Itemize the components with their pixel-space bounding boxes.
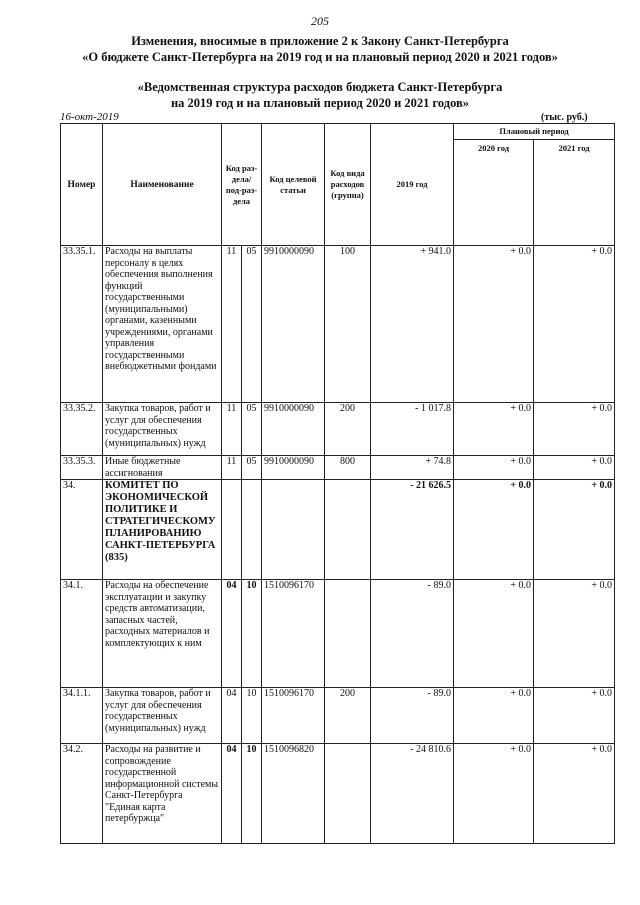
- row-subsection: 10: [242, 688, 262, 744]
- row-amount-2020: + 0.0: [454, 580, 534, 688]
- document-title: [0, 33, 640, 65]
- title-line-2: «О бюджете Санкт-Петербурга на 2019 год и на плановый период 2020 и 2021 годов»: [82, 50, 558, 64]
- row-name: Расходы на обеспечение эксплуатации и закупку средств автоматизации, запасных частей, расходных материалов и комплектующих к ним: [103, 580, 222, 688]
- row-subsection: 05: [242, 456, 262, 480]
- row-amount-2021: + 0.0: [534, 688, 615, 744]
- row-amount-2020: + 0.0: [454, 480, 534, 580]
- units-label: (тыс. руб.): [541, 112, 588, 123]
- row-name: Иные бюджетные ассигнования: [103, 456, 222, 480]
- row-amount-2019: - 24 810.6: [371, 744, 454, 844]
- header-2021: 2021 год: [534, 140, 615, 246]
- row-expense-group: 200: [325, 688, 371, 744]
- header-number: Номер: [61, 124, 103, 246]
- row-amount-2019: - 1 017.8: [371, 403, 454, 456]
- table-row: [61, 456, 615, 480]
- row-section: 04: [222, 580, 242, 688]
- row-name: Расходы на развитие и сопровождение государственной информационной системы Санкт-Петербурга "Единая карта петербуржца": [103, 744, 222, 844]
- table-row: [61, 580, 615, 688]
- row-expense-group: [325, 480, 371, 580]
- row-expense-group: 100: [325, 246, 371, 403]
- row-target-code: 1510096170: [262, 580, 325, 688]
- title-line-1: Изменения, вносимые в приложение 2 к Закону Санкт-Петербурга: [131, 34, 509, 48]
- row-section: [222, 480, 242, 580]
- row-subsection: 05: [242, 246, 262, 403]
- row-amount-2021: + 0.0: [534, 744, 615, 844]
- row-expense-group: 800: [325, 456, 371, 480]
- document-date: 16-окт-2019: [60, 111, 119, 123]
- row-amount-2020: + 0.0: [454, 688, 534, 744]
- row-number: 34.1.1.: [61, 688, 103, 744]
- row-target-code: 9910000090: [262, 246, 325, 403]
- row-amount-2021: + 0.0: [534, 246, 615, 403]
- table-row: [61, 480, 615, 580]
- row-amount-2019: - 89.0: [371, 688, 454, 744]
- row-target-code: [262, 480, 325, 580]
- header-2020: 2020 год: [454, 140, 534, 246]
- subtitle-line-2: на 2019 год и на плановый период 2020 и 2021 годов»: [170, 96, 470, 110]
- row-amount-2019: - 89.0: [371, 580, 454, 688]
- row-amount-2019: + 74.8: [371, 456, 454, 480]
- row-amount-2019: - 21 626.5: [371, 480, 454, 580]
- row-section: 11: [222, 456, 242, 480]
- table-row: [61, 403, 615, 456]
- row-section: 11: [222, 403, 242, 456]
- header-2019: 2019 год: [371, 124, 454, 246]
- row-amount-2020: + 0.0: [454, 403, 534, 456]
- row-target-code: 1510096170: [262, 688, 325, 744]
- row-expense-group: [325, 744, 371, 844]
- subtitle-line-1: «Ведомственная структура расходов бюджета Санкт-Петербурга: [137, 80, 503, 94]
- page-number: 205: [311, 14, 329, 28]
- table-row: [61, 744, 615, 844]
- row-amount-2021: + 0.0: [534, 403, 615, 456]
- row-target-code: 9910000090: [262, 456, 325, 480]
- row-name: Расходы на выплаты персоналу в целях обеспечения выполнения функций государственными (муниципальными) органами, казенными учреждениями, органами управления государственными внебюджетными фондами: [103, 246, 222, 403]
- row-subsection: 10: [242, 580, 262, 688]
- row-number: 34.1.: [61, 580, 103, 688]
- row-amount-2021: + 0.0: [534, 580, 615, 688]
- table-row: [61, 688, 615, 744]
- row-expense-group: 200: [325, 403, 371, 456]
- header-planned-period: Плановый период: [454, 124, 615, 140]
- row-section: 11: [222, 246, 242, 403]
- row-subsection: [242, 480, 262, 580]
- row-section: 04: [222, 688, 242, 744]
- row-subsection: 05: [242, 403, 262, 456]
- table-row: [61, 246, 615, 403]
- row-name: КОМИТЕТ ПО ЭКОНОМИЧЕСКОЙ ПОЛИТИКЕ И СТРАТЕГИЧЕСКОМУ ПЛАНИРОВАНИЮ САНКТ-ПЕТЕРБУРГА (835): [103, 480, 222, 580]
- row-expense-group: [325, 580, 371, 688]
- row-number: 33.35.1.: [61, 246, 103, 403]
- row-name: Закупка товаров, работ и услуг для обеспечения государственных (муниципальных) нужд: [103, 688, 222, 744]
- header-kind: Код вида расходов (группа): [325, 124, 371, 246]
- row-target-code: 1510096820: [262, 744, 325, 844]
- header-section: Код раз-дела/ под-раз-дела: [222, 124, 262, 246]
- row-name: Закупка товаров, работ и услуг для обеспечения государственных (муниципальных) нужд: [103, 403, 222, 456]
- header-name: Наименование: [103, 124, 222, 246]
- row-amount-2019: + 941.0: [371, 246, 454, 403]
- row-amount-2021: + 0.0: [534, 456, 615, 480]
- header-target: Код целевой статьи: [262, 124, 325, 246]
- row-number: 33.35.3.: [61, 456, 103, 480]
- row-amount-2020: + 0.0: [454, 744, 534, 844]
- row-amount-2020: + 0.0: [454, 246, 534, 403]
- row-amount-2020: + 0.0: [454, 456, 534, 480]
- expenditure-table: [60, 123, 615, 844]
- row-section: 04: [222, 744, 242, 844]
- row-number: 33.35.2.: [61, 403, 103, 456]
- row-subsection: 10: [242, 744, 262, 844]
- row-number: 34.2.: [61, 744, 103, 844]
- row-amount-2021: + 0.0: [534, 480, 615, 580]
- row-number: 34.: [61, 480, 103, 580]
- document-subtitle: [0, 79, 640, 111]
- row-target-code: 9910000090: [262, 403, 325, 456]
